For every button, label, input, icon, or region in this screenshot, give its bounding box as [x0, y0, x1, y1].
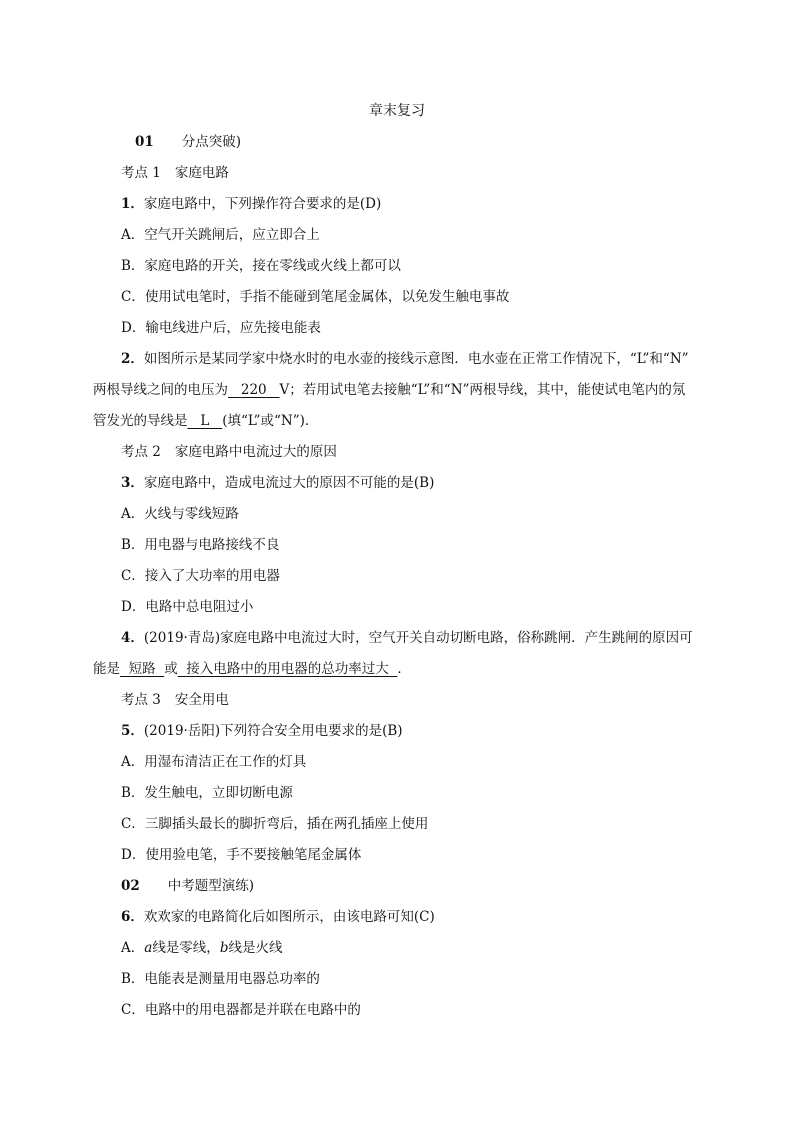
question-text: (2019·青岛)家庭电路中电流过大时，空气开关自动切断电路，俗称跳闸．产生跳闸的原因可 [143, 630, 693, 646]
option: A．用湿布清洁正在工作的灯具 [121, 754, 307, 770]
option: C．接入了大功率的用电器 [121, 568, 280, 584]
option: A．空气开关跳闸后，应立即合上 [121, 227, 320, 243]
text: ． [397, 661, 411, 677]
question-number: 4． [121, 630, 144, 646]
option: C．三脚插头最长的脚折弯后，插在两孔插座上使用 [121, 816, 429, 832]
question-2-line-2 [93, 380, 685, 400]
option: B．发生触电，立即切断电源 [121, 785, 293, 801]
option: A．火线与零线短路 [121, 506, 239, 522]
kaodian-label: 考点 1 [121, 165, 161, 181]
question-text: 如图所示是某同学家中烧水时的电水壶的接线示意图．电水壶在正常工作情况下，“L”和“N” [143, 351, 689, 367]
answer-blank [178, 661, 398, 677]
kaodian-label: 考点 3 [121, 692, 161, 708]
answer-text: 接入电路中的用电器的总功率过大 [186, 661, 389, 677]
text: 或 [164, 661, 178, 677]
question-number: 6． [121, 909, 144, 925]
kaodian-header-2 [121, 442, 337, 462]
option: C．使用试电笔时，手指不能碰到笔尾金属体，以免发生触电事故 [121, 289, 510, 305]
variable: a [144, 940, 153, 956]
question-number: 5． [121, 723, 144, 739]
question-number: 2． [121, 351, 144, 367]
kaodian-header-3 [121, 690, 229, 710]
question-4-line-1 [121, 628, 693, 648]
answer-blank [228, 382, 280, 398]
kaodian-title: 家庭电路 [174, 165, 229, 181]
question-5-stem [121, 721, 403, 741]
question-2-line-1 [121, 349, 689, 369]
question-text: 欢欢家的电路简化后如图所示，由该电路可知(C) [143, 909, 435, 925]
question-number: 1． [121, 196, 144, 212]
option [121, 938, 282, 958]
kaodian-label: 考点 2 [121, 444, 161, 460]
answer-blank [188, 413, 223, 429]
text: (填“L”或“N”)． [222, 413, 319, 429]
answer-blank [120, 661, 164, 677]
question-2-line-3 [93, 411, 318, 431]
kaodian-title: 安全用电 [174, 692, 229, 708]
question-text: 家庭电路中，造成电流过大的原因不可能的是(B) [143, 475, 435, 491]
variable: b [219, 940, 229, 956]
option: C．电路中的用电器都是并联在电路中的 [121, 1002, 361, 1018]
question-text: 家庭电路中，下列操作符合要求的是(D) [143, 196, 382, 212]
text: 线是零线， [152, 940, 220, 956]
text: 能是 [93, 661, 120, 677]
section-number: 01 [135, 134, 154, 150]
section-header-1 [135, 132, 241, 152]
question-3-stem [121, 473, 434, 493]
text: V；若用试电笔去接触“L”和“N”两根导线，其中，能使试电笔内的氖 [279, 382, 686, 398]
question-6-stem [121, 907, 435, 927]
option: B．家庭电路的开关，接在零线或火线上都可以 [121, 258, 401, 274]
question-text: (2019·岳阳)下列符合安全用电要求的是(B) [143, 723, 403, 739]
answer-text: 220 [240, 382, 267, 398]
text: 管发光的导线是 [93, 413, 188, 429]
kaodian-header-1 [121, 163, 229, 183]
section-number: 02 [121, 878, 140, 894]
option: D．电路中总电阻过小 [121, 599, 254, 615]
option: B．用电器与电路接线不良 [121, 537, 280, 553]
question-number: 3． [121, 475, 144, 491]
answer-text: L [200, 413, 210, 429]
page-title: 章末复习 [369, 103, 425, 119]
text: 线是火线 [228, 940, 283, 956]
question-1-stem [121, 194, 381, 214]
section-header-2 [121, 876, 254, 896]
text: A． [121, 940, 145, 956]
option: D．输电线进户后，应先接电能表 [121, 320, 321, 336]
question-4-line-2 [93, 659, 411, 679]
section-label: 分点突破) [181, 134, 242, 150]
option: D．使用验电笔，手不要接触笔尾金属体 [121, 847, 362, 863]
answer-text: 短路 [128, 661, 156, 677]
option: B．电能表是测量用电器总功率的 [121, 971, 320, 987]
text: 两根导线之间的电压为 [93, 382, 228, 398]
section-label: 中考题型演练) [167, 878, 255, 894]
kaodian-title: 家庭电路中电流过大的原因 [174, 444, 337, 460]
